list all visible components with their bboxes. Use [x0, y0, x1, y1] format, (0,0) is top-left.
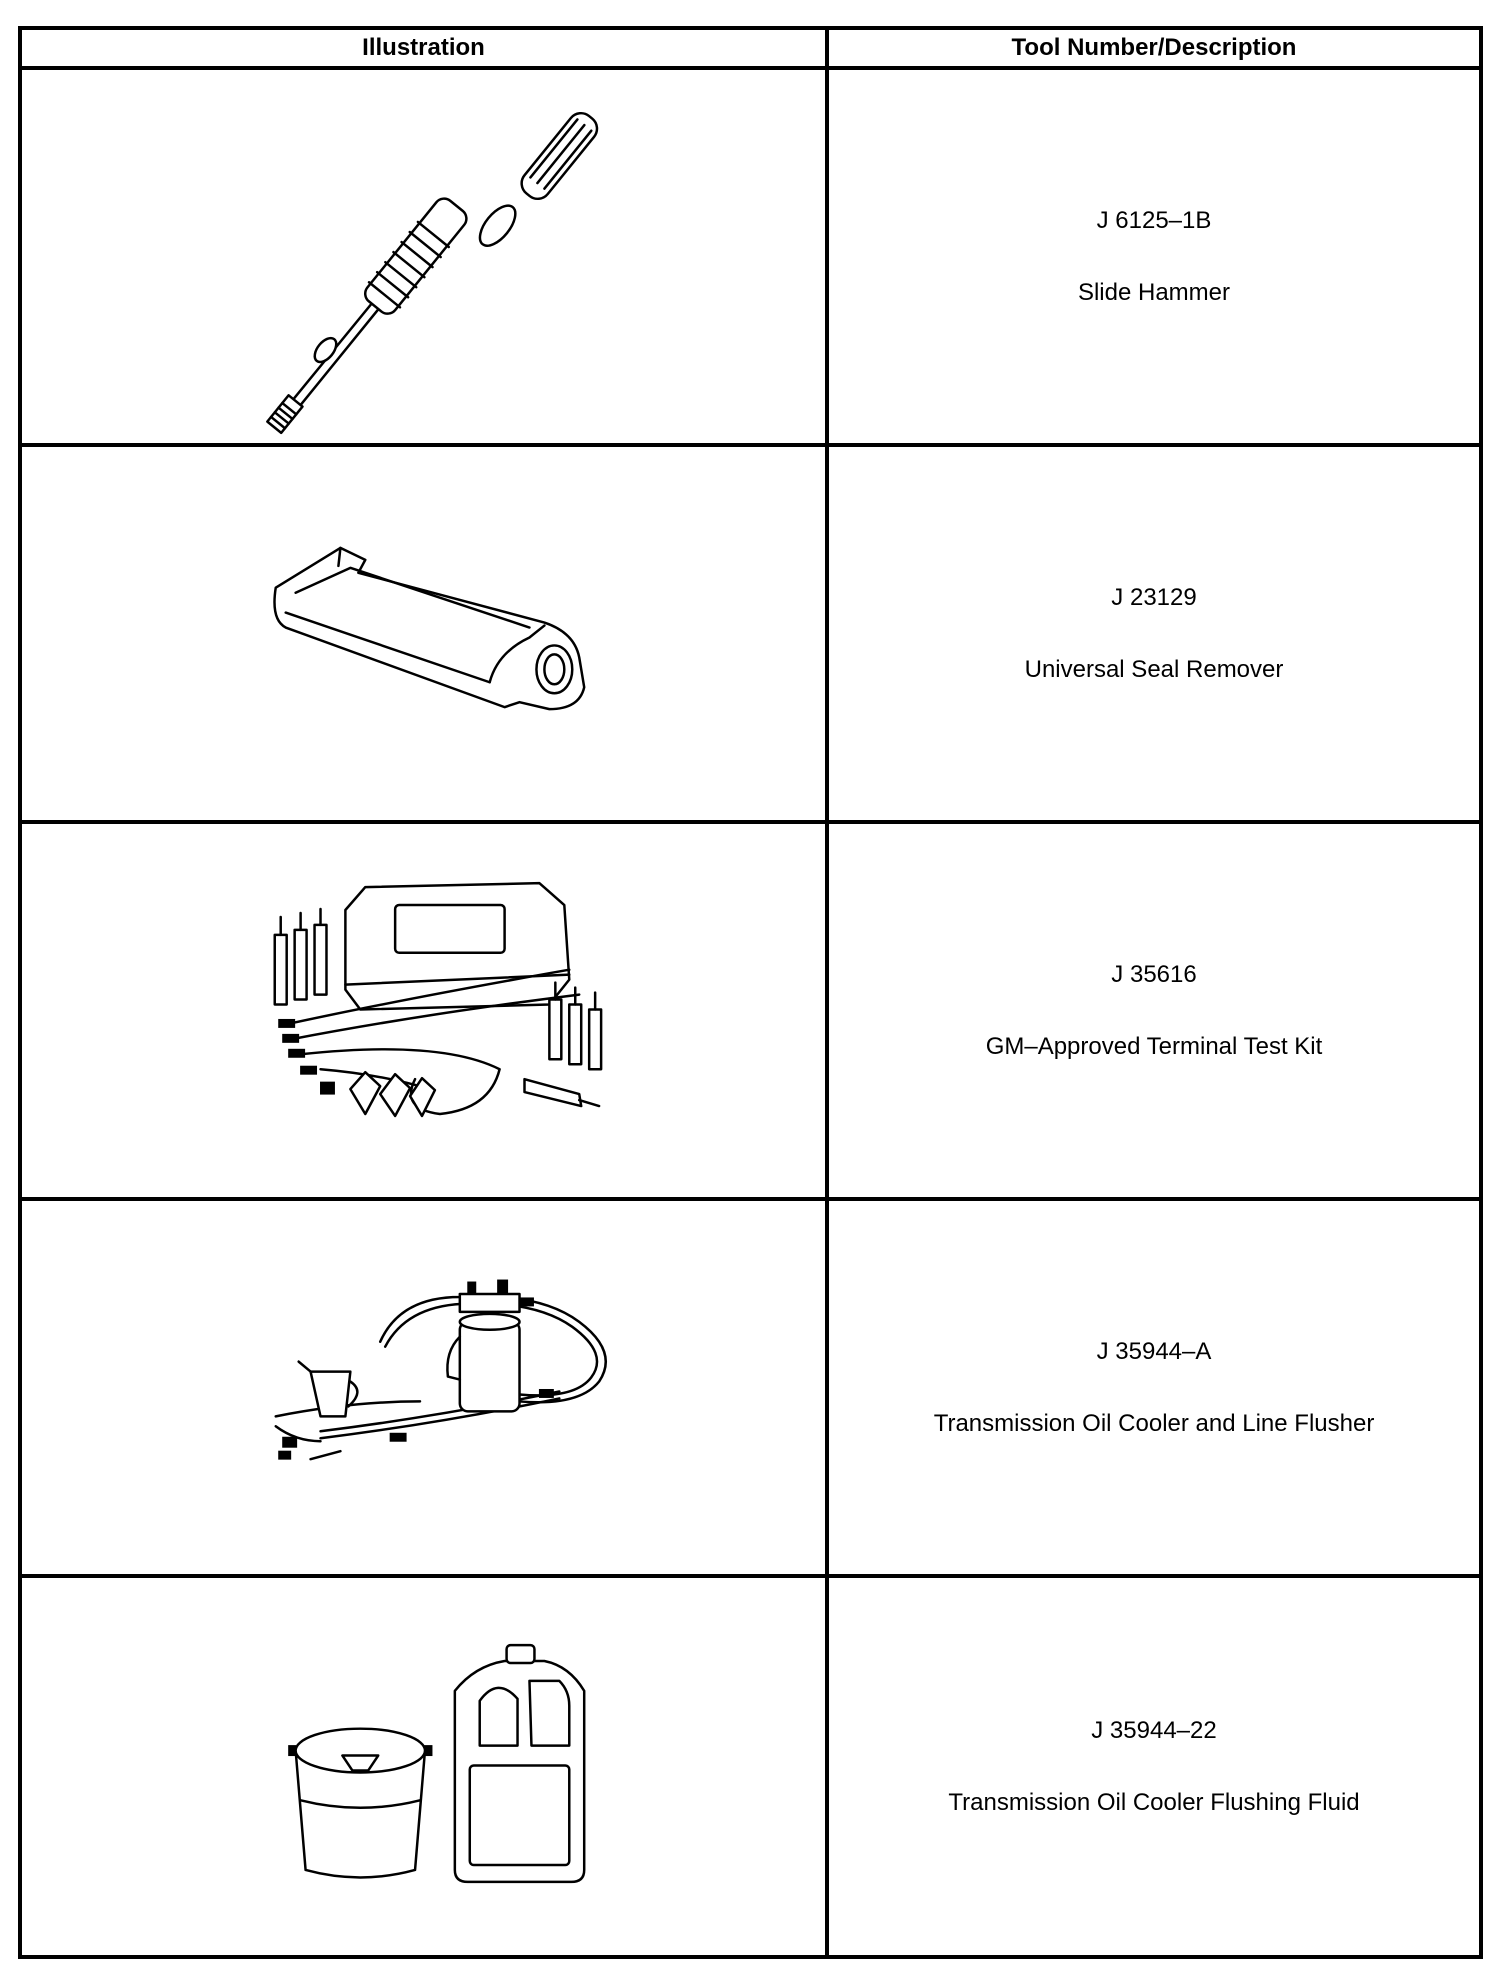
slide-hammer-drawing [22, 70, 825, 443]
header-tool-description [829, 30, 1479, 70]
table-row-1-description [829, 70, 1479, 447]
table-row-5-description [829, 1578, 1479, 1955]
tool-number: J 35944–22 [1091, 1716, 1217, 1744]
table-row-2-description [829, 447, 1479, 824]
table-row-4-description [829, 1201, 1479, 1578]
oil-cooler-flusher-drawing [22, 1201, 825, 1574]
tool-number: J 6125–1B [1096, 206, 1212, 234]
tool-description: Transmission Oil Cooler and Line Flusher [933, 1409, 1375, 1437]
header-tool-label: Tool Number/Description [1011, 34, 1297, 61]
header-illustration [22, 30, 829, 70]
seal-remover-illustration [22, 447, 825, 820]
table-row-3-description [829, 824, 1479, 1201]
tool-description: Slide Hammer [1077, 278, 1231, 306]
table-row-2-illustration [22, 447, 829, 824]
tool-description: Transmission Oil Cooler Flushing Fluid [948, 1788, 1360, 1816]
table-row-4-illustration [22, 1201, 829, 1578]
slide-hammer-illustration [22, 70, 825, 443]
special-tools-table [18, 26, 1483, 1959]
tool-number: J 23129 [1111, 583, 1197, 611]
header-illustration-label: Illustration [362, 34, 485, 61]
table-row-3-illustration [22, 824, 829, 1201]
oil-cooler-flusher-illustration [22, 1201, 825, 1574]
table-row-5-illustration [22, 1578, 829, 1955]
tool-description: Universal Seal Remover [1024, 655, 1284, 683]
flushing-fluid-illustration [22, 1578, 825, 1955]
tool-number: J 35944–A [1096, 1337, 1212, 1365]
seal-remover-drawing [22, 447, 825, 820]
tool-description: GM–Approved Terminal Test Kit [985, 1032, 1323, 1060]
terminal-test-kit-drawing [22, 824, 825, 1197]
flushing-fluid-drawing [22, 1578, 825, 1955]
terminal-test-kit-illustration [22, 824, 825, 1197]
table-row-1-illustration [22, 70, 829, 447]
tool-number: J 35616 [1111, 960, 1197, 988]
